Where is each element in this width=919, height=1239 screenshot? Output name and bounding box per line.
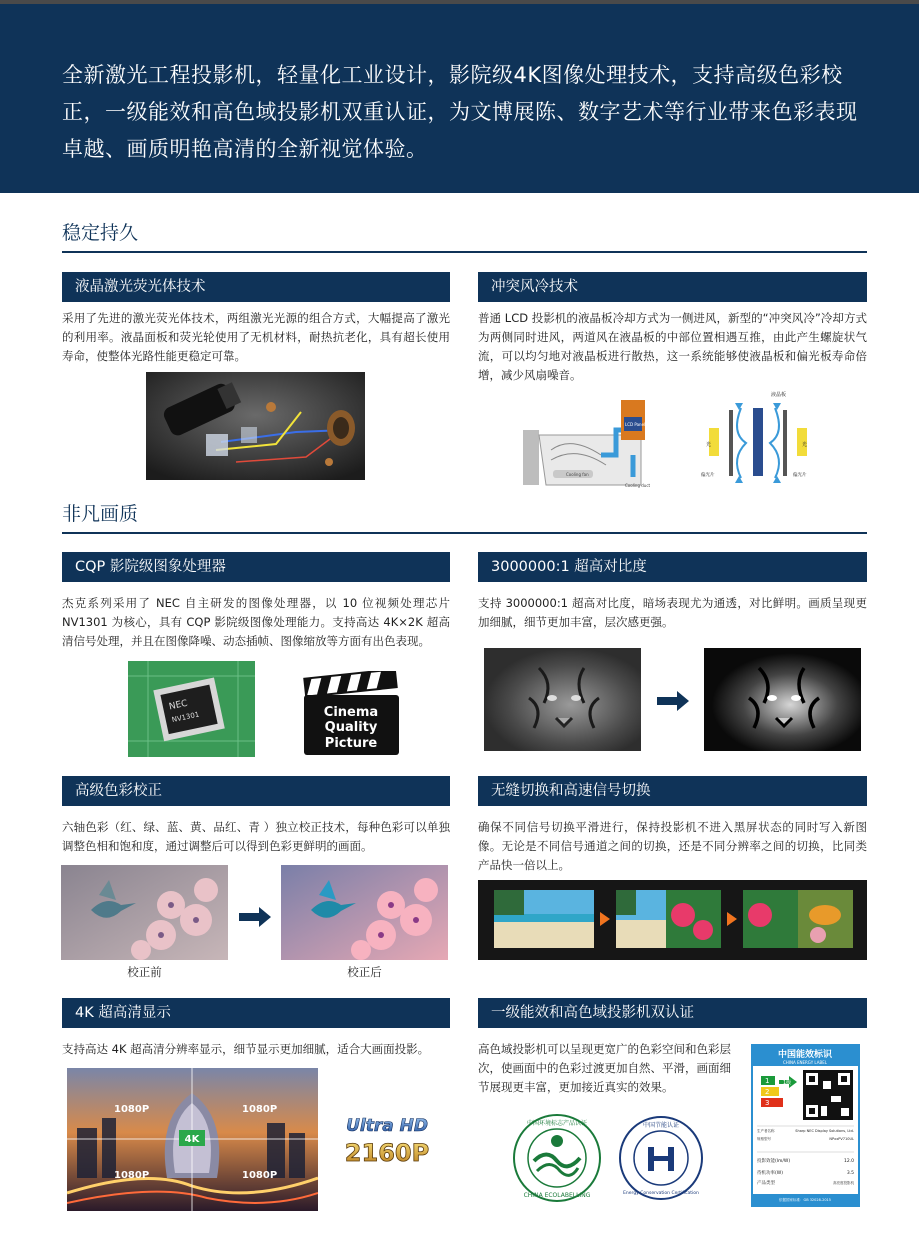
row3-value: 高亮度投影机 bbox=[833, 1181, 854, 1185]
row1-value: 12.0 bbox=[843, 1159, 854, 1164]
row3-key: 产品类型 bbox=[757, 1181, 775, 1186]
arrow-right-icon bbox=[657, 691, 689, 711]
q1-label: 1080P bbox=[114, 1104, 150, 1115]
chip-brand: NEC bbox=[168, 698, 189, 713]
airflow-label: Cooling fan bbox=[566, 472, 589, 477]
svg-text:3: 3 bbox=[765, 1099, 770, 1107]
q2-label: 1080P bbox=[242, 1104, 278, 1115]
laser-optics-image bbox=[146, 372, 365, 480]
intro-banner bbox=[0, 4, 919, 193]
china-ecolabel-icon bbox=[512, 1113, 602, 1203]
energy-conservation-icon bbox=[618, 1115, 704, 1201]
badge-line1: Cinema bbox=[323, 705, 379, 720]
feature-title-laser: 液晶激光荧光体技术 bbox=[62, 272, 450, 302]
4k-label: 4K bbox=[184, 1134, 200, 1145]
feature-title-color: 高级色彩校正 bbox=[62, 776, 450, 806]
label-grade: 1级 bbox=[783, 1080, 792, 1086]
section-heading-stable: 稳定持久 bbox=[62, 219, 867, 253]
feature-text-switch: 确保不同信号切换平滑进行，保持投影机不进入黑屏状态的同时写入新图像。无论是不同信号通道之间的切换，还是不同分辨率之间的切换，比同类产品快一倍以上。 bbox=[478, 820, 867, 872]
polarizer-left-label: 偏光片 bbox=[701, 473, 715, 478]
section-heading-quality: 非凡画质 bbox=[62, 500, 867, 534]
light-right-label: 光 bbox=[802, 442, 808, 448]
svg-text:2: 2 bbox=[765, 1088, 770, 1096]
processor-chip-image bbox=[128, 661, 255, 757]
arrow-right-icon bbox=[239, 907, 271, 927]
feature-text-cqp: 杰克系列采用了 NEC 自主研发的图像处理器，以 10 位视频处理芯片 NV1301 为核心，具有 CQP 影院级图像处理能力。支持高达 4K×2K 超高清信号处理，并且在图像降噪、动态插帧、图像缩放等方面有出色表现。 bbox=[62, 596, 450, 648]
feature-text-cooling: 普通 LCD 投影机的液晶板冷却方式为一侧进风，新型的“冲突风冷”冷却方式为两侧同时进风，两道风在液晶板的中部位置相遇互推，由此产生螺旋状气流，可以均匀地对液晶板进行散热，这一系统能够使液晶板和偏光板寿命倍增，减少风扇噪音。 bbox=[478, 311, 867, 382]
ultra-hd-logo bbox=[342, 1113, 432, 1169]
badge-line2: Quality bbox=[324, 720, 378, 735]
feature-title-cooling: 冲突风冷技术 bbox=[478, 272, 867, 302]
energy-bottom-text: Energy Conservation Certification bbox=[623, 1191, 699, 1196]
hummingbird-before-image bbox=[61, 865, 228, 960]
q4-label: 1080P bbox=[242, 1170, 278, 1181]
2160p-text: 2160P bbox=[344, 1139, 430, 1167]
cooling-duct-label: Cooling duct bbox=[625, 483, 651, 488]
conflict-cooling-diagram bbox=[701, 388, 813, 491]
lcd-panel-label: LCD Panel bbox=[625, 422, 646, 427]
feature-text-laser: 采用了先进的激光荧光体技术，两组激光光源的组合方式，大幅提高了激光的利用率。液晶面板和荧光轮使用了无机材料，耐热抗老化，具有超长使用寿命，使整体光路性能更稳定可靠。 bbox=[62, 311, 450, 363]
row2-value: 3.5 bbox=[846, 1171, 854, 1176]
row1-key: 投影效能(lm/W) bbox=[757, 1159, 791, 1164]
label-footer: 依据国家标准：GB 32028-2015 bbox=[778, 1198, 832, 1202]
tiger-after-image bbox=[704, 648, 861, 751]
energy-efficiency-label bbox=[751, 1044, 860, 1207]
cooling-duct-diagram bbox=[521, 395, 661, 489]
ultra-hd-text: Ultra HD bbox=[346, 1116, 428, 1136]
eco-bottom-text: CHINA ECOLABELLING bbox=[523, 1192, 591, 1199]
energy-top-text: 中国节能认证 bbox=[642, 1122, 680, 1129]
eco-top-text: 中国环境标志产品认证 bbox=[526, 1120, 588, 1127]
feature-title-cert: 一级能效和高色域投影机双认证 bbox=[478, 998, 867, 1028]
feature-text-contrast: 支持 3000000:1 超高对比度，暗场表现尤为通透，对比鲜明。画质呈现更加细腻，细节更加丰富，层次感更强。 bbox=[478, 596, 867, 629]
feature-text-color: 六轴色彩（红、绿、蓝、黄、品红、青 ）独立校正技术，每种色彩可以单独调整色相和饱和度，通过调整后可以得到色彩更鲜明的画面。 bbox=[62, 820, 450, 853]
caption-after: 校正后 bbox=[347, 965, 382, 979]
label-title: 中国能效标识 bbox=[777, 1050, 833, 1060]
chip-code: NV1301 bbox=[171, 710, 200, 725]
model-key: 规格型号 bbox=[757, 1137, 771, 1141]
signal-switch-image bbox=[478, 880, 867, 960]
intro-text: 全新激光工程投影机，轻量化工业设计，影院级4K图像处理技术，支持高级色彩校正，一级能效和高色域投影机双重认证，为文博展陈、数字艺术等行业带来色彩表现卓越、画质明艳高清的全新视觉体验。 bbox=[62, 63, 858, 161]
caption-before: 校正前 bbox=[127, 965, 162, 979]
polarizer-right-label: 偏光片 bbox=[793, 473, 807, 478]
hummingbird-after-image bbox=[281, 865, 448, 960]
feature-text-4k: 支持高达 4K 超高清分辨率显示，细节显示更加细腻，适合大画面投影。 bbox=[62, 1042, 430, 1056]
feature-text-cert: 高色域投影机可以呈现更宽广的色彩空间和色彩层次，使画面中的色彩过渡更加自然、平滑，画面细节展现更丰富，更加接近真实的效果。 bbox=[478, 1042, 731, 1094]
maker-value: Sharp NEC Display Solutions, Ltd. bbox=[795, 1129, 854, 1133]
q3-label: 1080P bbox=[114, 1170, 150, 1181]
tiger-before-image bbox=[484, 648, 641, 751]
feature-title-4k: 4K 超高清显示 bbox=[62, 998, 450, 1028]
cinema-quality-badge bbox=[302, 671, 399, 756]
label-subtitle: CHINA ENERGY LABEL bbox=[783, 1060, 827, 1065]
svg-text:1: 1 bbox=[765, 1077, 770, 1085]
model-value: NPxxPV710UL bbox=[829, 1137, 854, 1141]
city-4k-image bbox=[67, 1068, 318, 1211]
badge-line3: Picture bbox=[324, 736, 378, 751]
feature-title-cqp: CQP 影院级图象处理器 bbox=[62, 552, 450, 582]
light-left-label: 光 bbox=[706, 442, 712, 448]
feature-title-switch: 无缝切换和高速信号切换 bbox=[478, 776, 867, 806]
maker-key: 生产者名称 bbox=[757, 1129, 775, 1133]
lcd-label: 液晶板 bbox=[771, 392, 787, 398]
feature-title-contrast: 3000000:1 超高对比度 bbox=[478, 552, 867, 582]
row2-key: 待机功率(W) bbox=[757, 1171, 783, 1176]
